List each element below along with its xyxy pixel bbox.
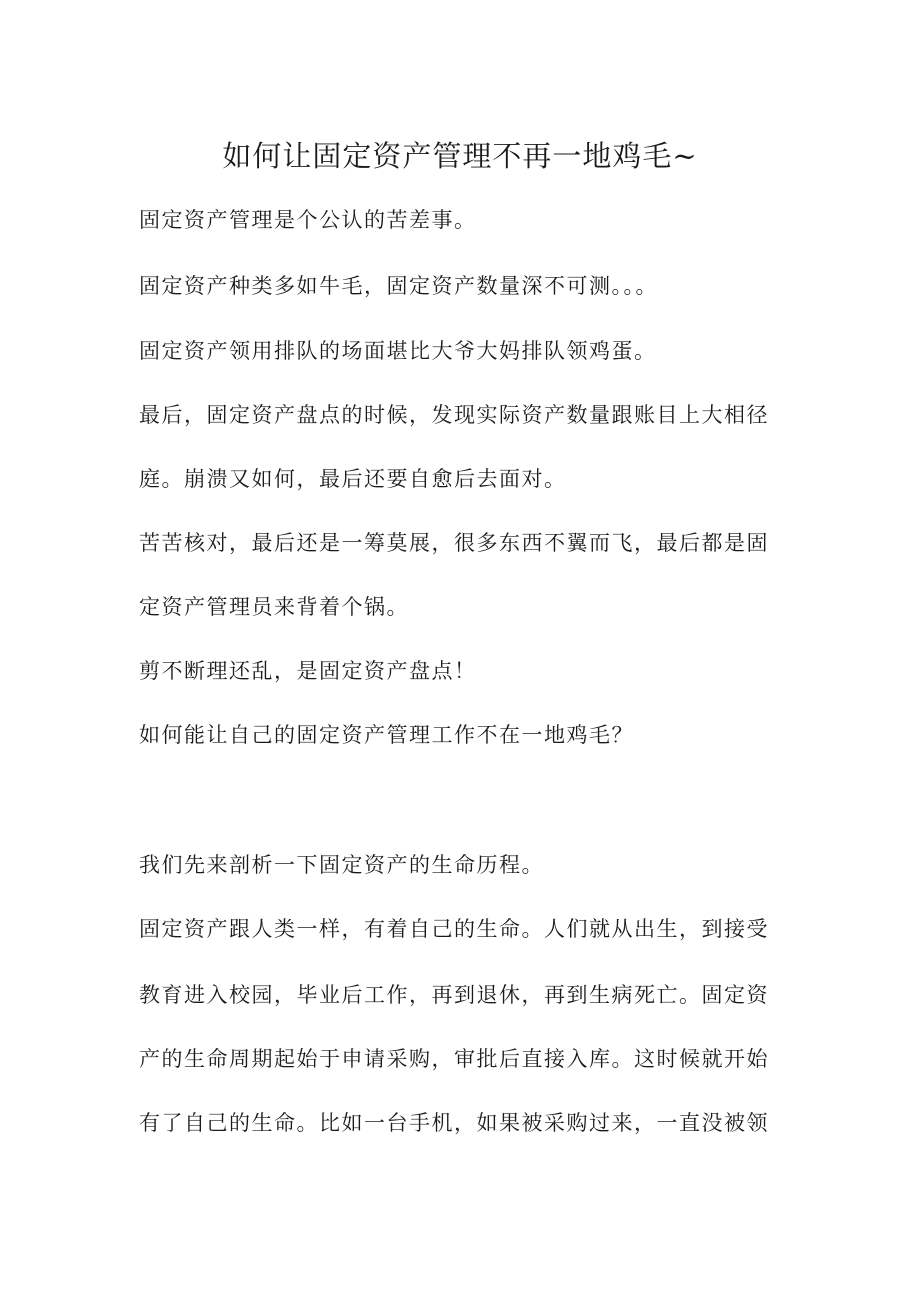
text-line: 如何能让自己的固定资产管理工作不在一地鸡毛？: [139, 723, 634, 747]
text-line: 教育进入校园，毕业后工作，再到退休，再到生病死亡。固定资: [139, 983, 769, 1007]
text-line: 剪不断理还乱，是固定资产盘点！: [139, 659, 477, 683]
text-line: 产的生命周期起始于申请采购，审批后直接入库。这时候就开始: [139, 1047, 769, 1071]
text-line: 定资产管理员来背着个锅。: [139, 595, 409, 619]
text-line: 我们先来剖析一下固定资产的生命历程。: [139, 853, 544, 877]
text-line: 苦苦核对，最后还是一筹莫展，很多东西不翼而飞，最后都是固: [139, 531, 769, 555]
text-line: 固定资产跟人类一样，有着自己的生命。人们就从出生，到接受: [139, 917, 769, 941]
text-line: 固定资产领用排队的场面堪比大爷大妈排队领鸡蛋。: [139, 339, 657, 363]
document-title: 如何让固定资产管理不再一地鸡毛~: [222, 139, 698, 173]
text-line: 最后，固定资产盘点的时候，发现实际资产数量跟账目上大相径: [139, 403, 769, 427]
text-line: 有了自己的生命。比如一台手机，如果被采购过来，一直没被领: [139, 1111, 769, 1135]
text-line: 庭。崩溃又如何，最后还要自愈后去面对。: [139, 467, 567, 491]
text-line: 固定资产种类多如牛毛，固定资产数量深不可测。。。: [139, 274, 658, 298]
text-line: 固定资产管理是个公认的苦差事。: [139, 208, 477, 232]
